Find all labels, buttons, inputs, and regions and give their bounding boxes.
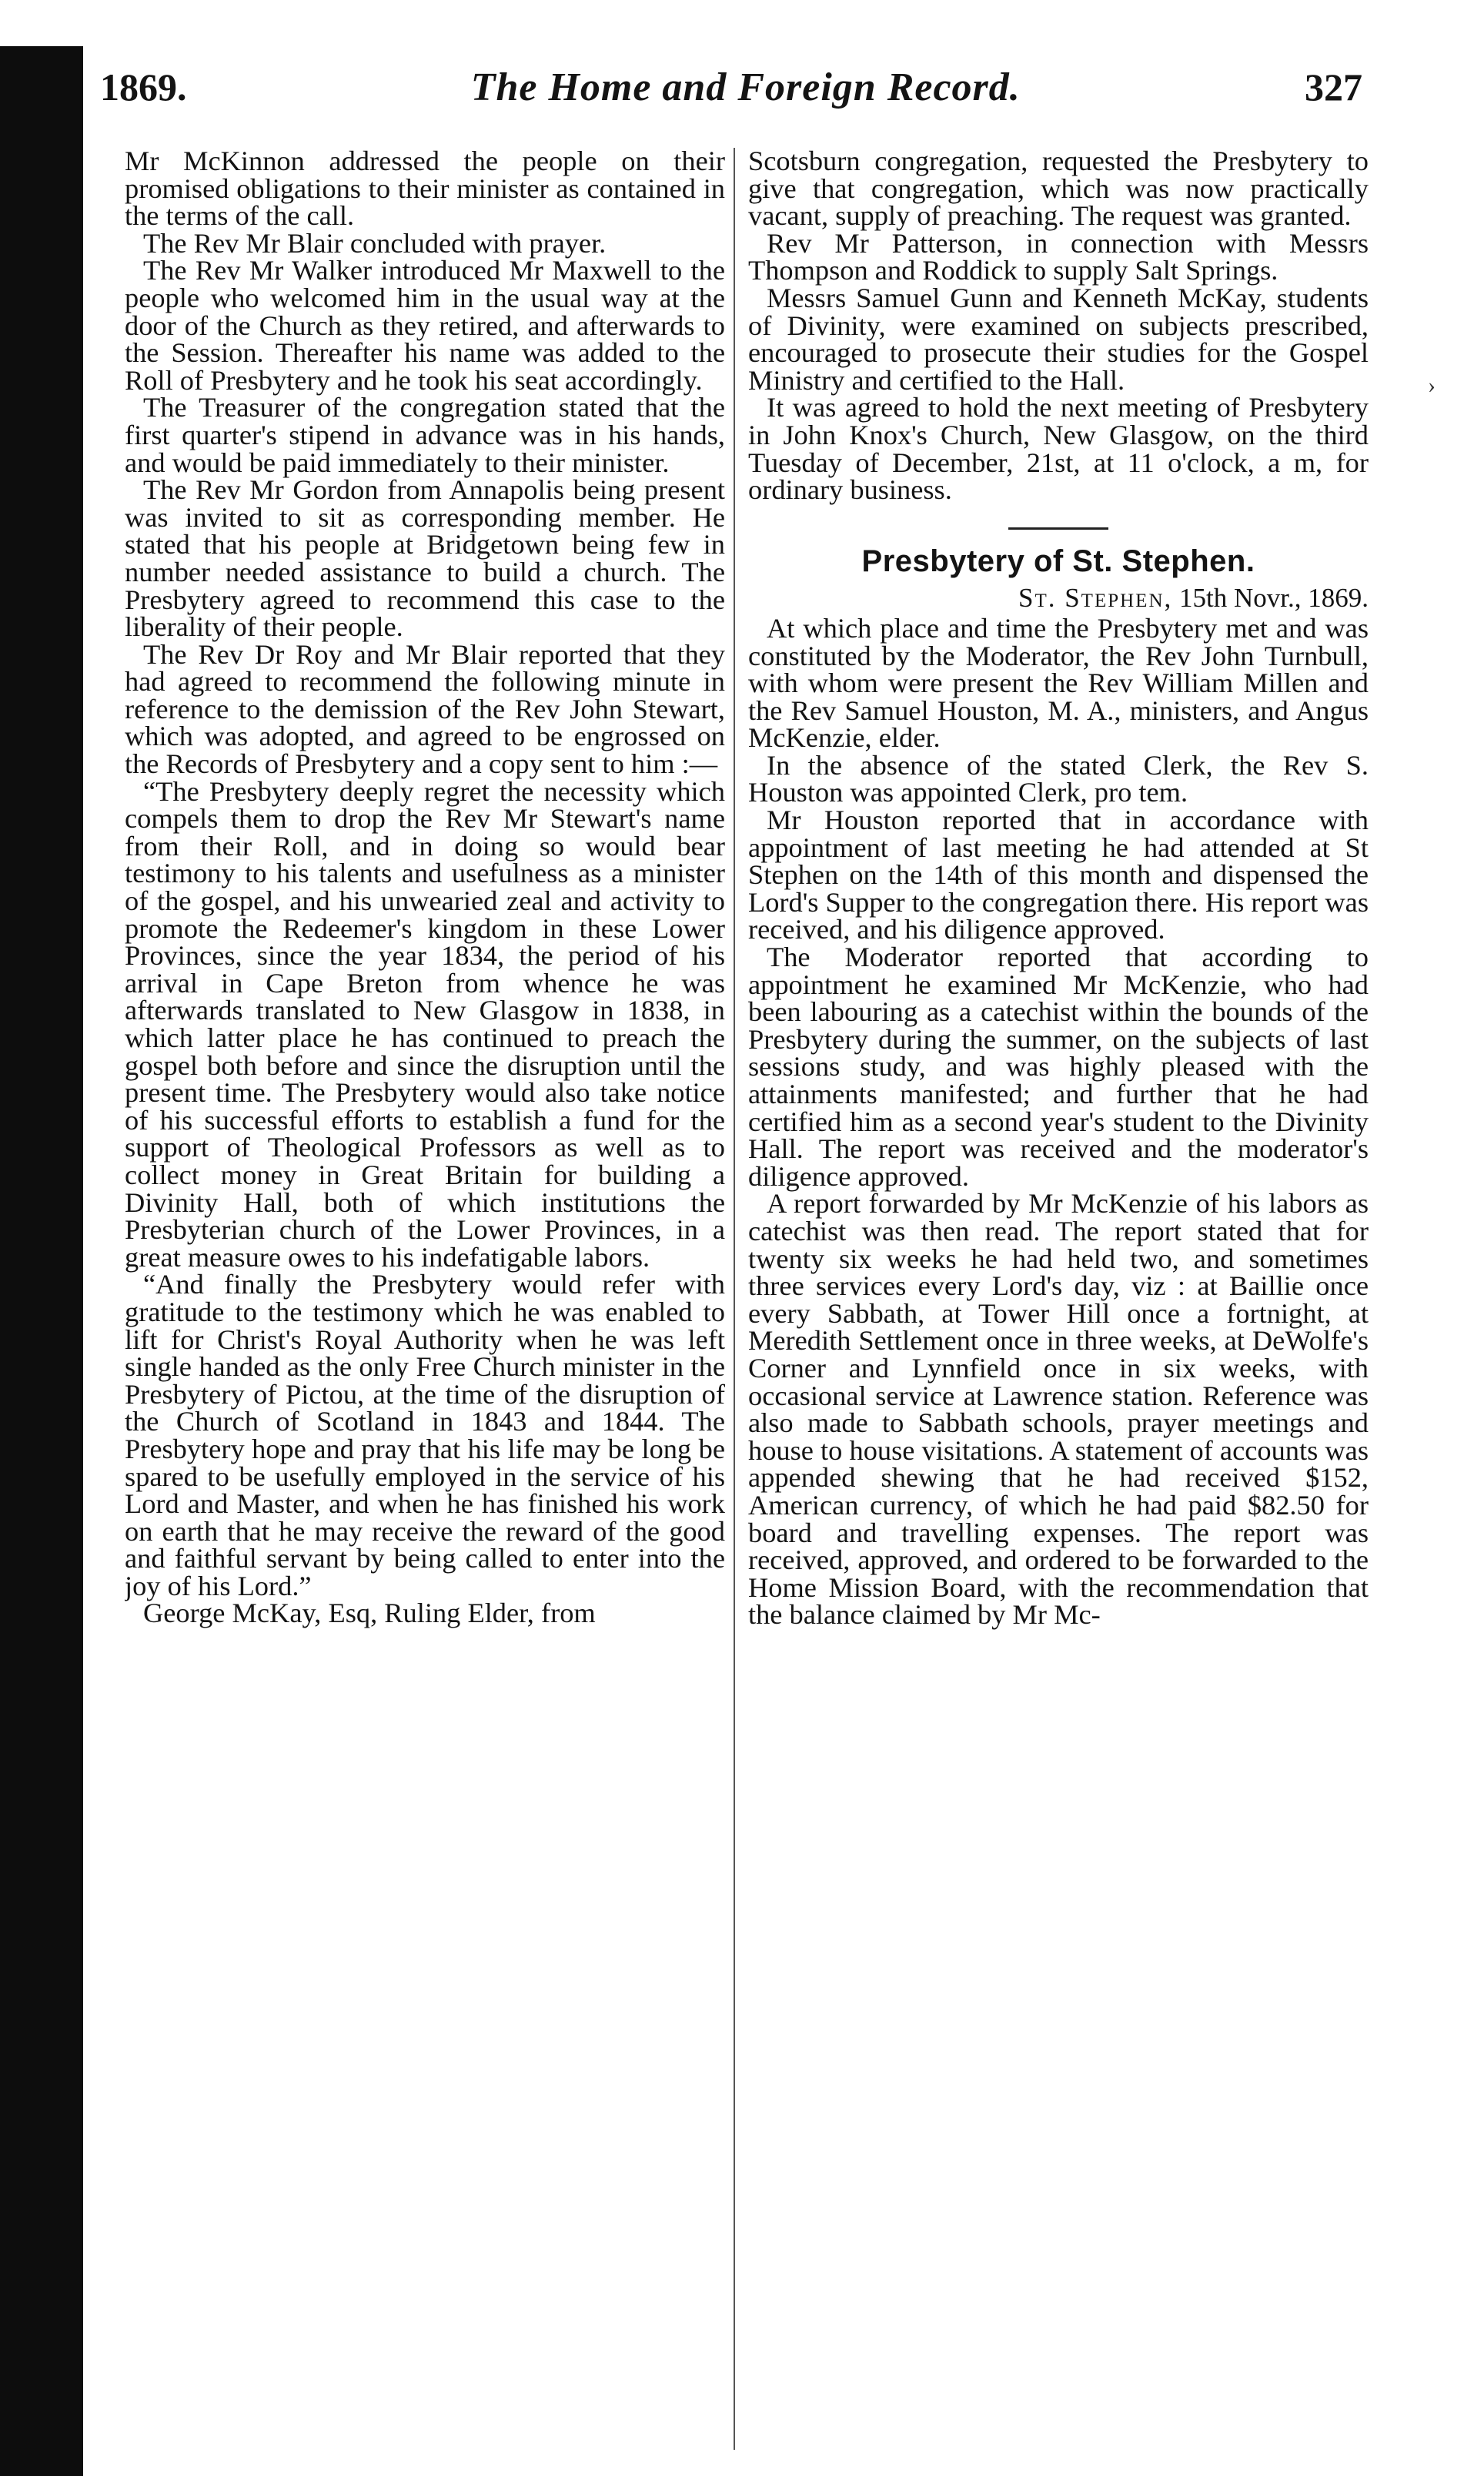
paragraph: It was agreed to hold the next meeting of Presbytery in John Knox's Church, New Glasgow, on the third Tuesday of December, 21st, at 11 o'clock, a m, for ordinary business. <box>748 392 1369 506</box>
dateline <box>748 584 1369 612</box>
paragraph: Rev Mr Patterson, in connection with Messrs Thompson and Roddick to supply Salt Springs. <box>748 227 1369 286</box>
paragraph: Scotsburn congregation, requested the Presbytery to give that congregation, which was now practically vacant, supply of preaching. The request was granted. <box>748 148 1369 232</box>
paragraph: Mr McKinnon addressed the people on their promised obligations to their minister as contained in the terms of the call. <box>125 148 725 232</box>
paragraph: A report forwarded by Mr McKenzie of his labors as catechist was then read. The report stated that for twenty six weeks he had held two, and sometimes three services every Lord's day, viz : at Baillie once every Sabbath, at Tower Hill once a fortnight, at Meredith Settlement once in three weeks, at DeWolfe's Corner and Lynnfield once in six weeks, with occasional service at Lawrence station. Reference was also made to Sabbath schools, prayer meetings and house to house visitations. A statement of accounts was appended shewing that he had received $152, American currency, of which he had paid $82.50 for board and travelling expenses. The report was received, approved, and ordered to be forwarded to the Home Mission Board, with the recommendation that the balance claimed by Mr Mc- <box>748 1188 1369 1631</box>
paragraph: Mr Houston reported that in accordance with appointment of last meeting he had attended at St Stephen on the 14th of this month and dispensed the Lord's Supper to the congregation there. His report was received, and his diligence approved. <box>748 805 1369 945</box>
minute-paragraph: “The Presbytery deeply regret the necessity which compels them to drop the Rev Mr Stewart's name from their Roll, and in doing so would bear testimony to his talents and usefulness as a minister of the gospel, and his unwearied zeal and activity to promote the Redeemer's kingdom in these Lower Provinces, since the year 1834, the period of his arrival in Cape Breton from whence he was afterwards translated to New Glasgow in 1838, in which latter place he has continued to preach the gospel both before and since the disruption until the present time. The Presbytery would also take notice of his successful efforts to establish a fund for the support of Theological Professors as well as to collect money in Great Britain for building a Divinity Hall, both of which institutions the Presbyterian church of the Lower Provinces, in a great measure owes to his indefatigable labors. <box>125 775 725 1273</box>
column-divider <box>734 148 735 2450</box>
page-year: 1869. <box>100 65 187 109</box>
minute-paragraph: “And finally the Presbytery would refer with gratitude to the testimony which he was enabled to lift for Christ's Royal Authority when he was left single handed as the only Free Church minister in the Presbytery of Pictou, at the time of the disruption of the Church of Scotland in 1843 and 1844. The Presbytery hope and pray that his life may be long be spared to be usefully employed in the service of his Lord and Master, and when he has finished his work on earth that he may receive the reward of the good and faithful servant by being called to enter into the joy of his Lord.” <box>125 1269 725 1601</box>
paragraph: The Treasurer of the congregation stated that the first quarter's stipend in advance was in his hands, and would be paid immediately to their minister. <box>125 392 725 478</box>
binding-edge <box>0 46 83 2476</box>
paragraph: Messrs Samuel Gunn and Kenneth McKay, students of Divinity, were examined on subjects prescribed, encouraged to prosecute their studies for the Gospel Ministry and certified to the Hall. <box>748 282 1369 396</box>
paragraph: In the absence of the stated Clerk, the Rev S. Houston was appointed Clerk, pro tem. <box>748 749 1369 808</box>
page-header <box>100 60 1362 114</box>
page-number: 327 <box>1304 65 1362 109</box>
section-separator <box>1008 527 1108 530</box>
paragraph: The Rev Dr Roy and Mr Blair reported that they had agreed to recommend the following minute in reference to the demission of the Rev John Stewart, which was adopted, and agreed to be engrossed on the Records of Presbytery and a copy sent to him :— <box>125 638 725 780</box>
dateline-place: St. Stephen, <box>1018 583 1173 614</box>
paragraph: The Rev Mr Walker introduced Mr Maxwell to the people who welcomed him in the usual way at the door of the Church as they retired, and afterwards to the Session. Thereafter his name was added to the Roll of Presbytery and he took his seat accordingly. <box>125 255 725 396</box>
paragraph: The Rev Mr Gordon from Annapolis being present was invited to sit as corresponding member. He stated that his people at Bridgetown being few in number needed assistance to build a church. The Presbytery agreed to recommend this case to the liberality of their people. <box>125 474 725 643</box>
paragraph: George McKay, Esq, Ruling Elder, from <box>143 1598 596 1629</box>
left-column <box>125 148 725 2450</box>
margin-mark: › <box>1428 373 1436 398</box>
right-column <box>748 148 1369 2450</box>
paragraph: At which place and time the Presbytery met and was constituted by the Moderator, the Rev John Turnbull, with whom were present the Rev William Millen and the Rev Samuel Houston, M. A., ministers, and Angus McKenzie, elder. <box>748 612 1369 754</box>
paragraph: The Rev Mr Blair concluded with prayer. <box>143 227 607 259</box>
dateline-date: 15th Novr., 1869. <box>1179 583 1369 614</box>
paragraph: The Moderator reported that according to appointment he examined Mr McKenzie, who had been labouring as a catechist within the bounds of the Presbytery during the summer, on the subjects of last sessions study, and was highly pleased with the attainments manifested; and further that he had certified him as a second year's student to the Divinity Hall. The report was received and the moderator's diligence approved. <box>748 942 1369 1192</box>
journal-title: The Home and Foreign Record. <box>470 65 1021 109</box>
section-heading: Presbytery of St. Stephen. <box>861 544 1255 578</box>
